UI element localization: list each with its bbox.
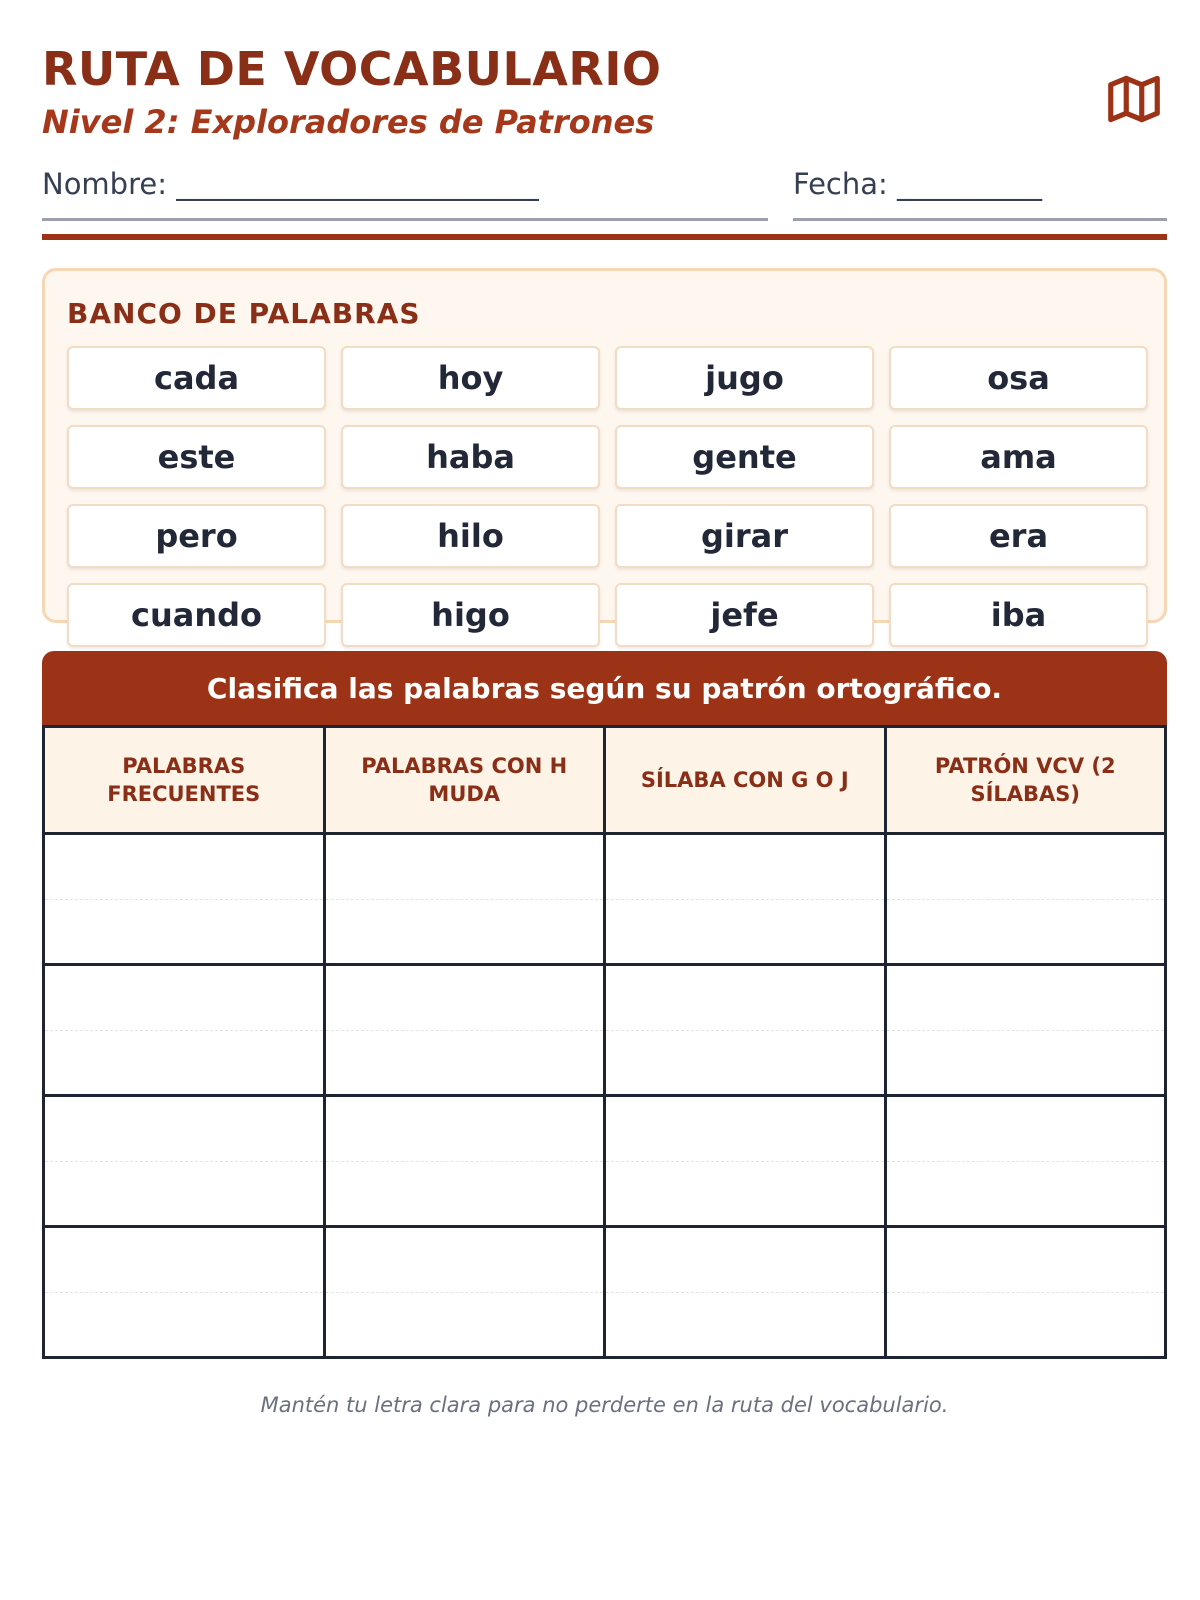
- word-card: girar: [615, 504, 874, 568]
- word-card: hoy: [341, 346, 600, 410]
- word-card: este: [67, 425, 326, 489]
- answer-cell[interactable]: [605, 834, 886, 965]
- answer-cell[interactable]: [44, 1096, 325, 1227]
- word-card: pero: [67, 504, 326, 568]
- column-header: PATRÓN VCV (2 SÍLABAS): [885, 727, 1166, 834]
- table-row: [44, 1227, 1166, 1358]
- answer-cell[interactable]: [605, 965, 886, 1096]
- footer-note: Mantén tu letra clara para no perderte en la ruta del vocabulario.: [260, 1393, 949, 1417]
- word-bank-grid: [67, 346, 1142, 647]
- map-icon: [1103, 68, 1165, 130]
- answer-cell[interactable]: [324, 834, 605, 965]
- table-header-row: [44, 727, 1166, 834]
- column-header: SÍLABA CON G O J: [605, 727, 886, 834]
- activity-instruction: Clasifica las palabras según su patrón ortográfico.: [42, 651, 1167, 725]
- word-card: iba: [889, 583, 1148, 647]
- answer-cell[interactable]: [605, 1096, 886, 1227]
- header-divider: [42, 234, 1167, 240]
- answer-cell[interactable]: [885, 834, 1166, 965]
- word-card: jugo: [615, 346, 874, 410]
- worksheet: [42, 40, 1167, 1417]
- column-header: PALABRAS FRECUENTES: [44, 727, 325, 834]
- table-row: [44, 1096, 1166, 1227]
- page-title: RUTA DE VOCABULARIO: [42, 42, 662, 96]
- name-field[interactable]: Nombre: _________________________: [42, 162, 768, 221]
- word-card: ama: [889, 425, 1148, 489]
- answer-cell[interactable]: [324, 1096, 605, 1227]
- answer-cell[interactable]: [605, 1227, 886, 1358]
- word-bank: [42, 268, 1167, 634]
- word-card: era: [889, 504, 1148, 568]
- sorting-table: [42, 725, 1167, 1359]
- answer-cell[interactable]: [885, 965, 1166, 1096]
- answer-cell[interactable]: [324, 965, 605, 1096]
- word-card: cuando: [67, 583, 326, 647]
- word-card: jefe: [615, 583, 874, 647]
- page-subtitle: Nivel 2: Exploradores de Patrones: [42, 103, 655, 141]
- word-bank-title: BANCO DE PALABRAS: [67, 297, 421, 330]
- answer-cell[interactable]: [44, 965, 325, 1096]
- table-row: [44, 834, 1166, 965]
- word-card: gente: [615, 425, 874, 489]
- column-header: PALABRAS CON H MUDA: [324, 727, 605, 834]
- student-info: [42, 162, 1167, 228]
- answer-cell[interactable]: [44, 834, 325, 965]
- word-card: cada: [67, 346, 326, 410]
- word-card: haba: [341, 425, 600, 489]
- answer-cell[interactable]: [885, 1096, 1166, 1227]
- table-row: [44, 965, 1166, 1096]
- date-field[interactable]: Fecha: __________: [793, 162, 1167, 221]
- word-card: hilo: [341, 504, 600, 568]
- word-card: osa: [889, 346, 1148, 410]
- answer-cell[interactable]: [885, 1227, 1166, 1358]
- word-card: higo: [341, 583, 600, 647]
- worksheet-header: [42, 40, 1167, 150]
- answer-cell[interactable]: [324, 1227, 605, 1358]
- answer-cell[interactable]: [44, 1227, 325, 1358]
